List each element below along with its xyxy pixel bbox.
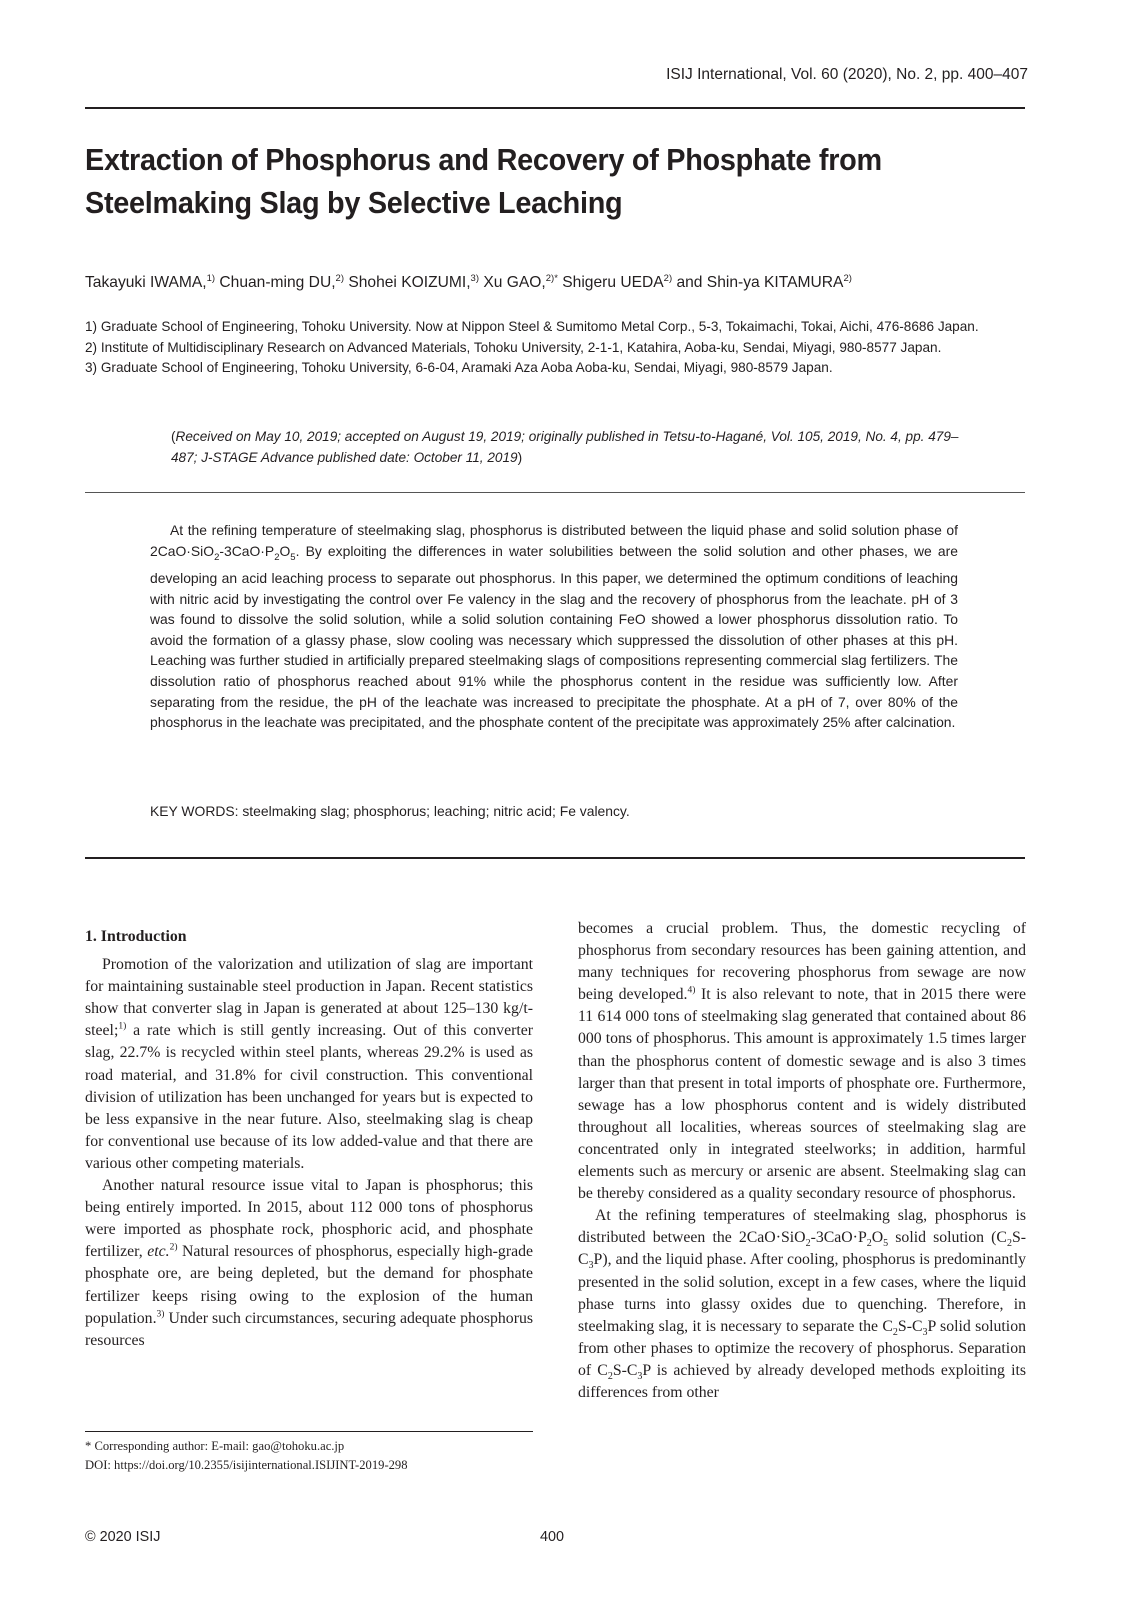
reference-mark: 3)	[156, 1309, 165, 1320]
title-line-1: Extraction of Phosphorus and Recovery of Phosphate from	[85, 142, 882, 177]
body-paragraph: becomes a crucial problem. Thus, the domestic recycling of phosphorus from secondary resources has been gaining attention, and many techniques for recovering phosphorus from sewage are now being developed.$^{4)}$ It is also relevant to note, that in 2015 there were 11 614 000 tons of steelmaking slag generated that contained about 86 000 tons of phosphorus. This amount is approximately 1.5 times larger than the phosphorus content of domestic sewage and is also 3 times larger than that present in total imports of phosphate ore. Furthermore, sewage has a low phosphorus content and is widely distributed throughout all localities, whereas sources of steelmaking slag are concentrated only in integrated steelworks; in addition, harmful elements such as mercury or arsenic are absent. Steelmaking slag can be thereby considered as a quality secondary resource of phosphorus.	[578, 920, 1026, 1203]
author-name: Xu GAO,	[483, 274, 546, 292]
body-paragraph: Another natural resource issue vital to Japan is phosphorus; this being entirely imported. In 2015, about 112 000 tons of phosphorus were imported as phosphate rock, phosphoric acid, and phosphate fertilizer, etc.$^{2)}$ Natural resources of phosphorus, especially high-grade phosphate ore, are being depleted, but the demand for phosphate fertilizer keeps rising owing to the explosion of the human population.$^{3)}$ Under such circumstances, securing adequate phosphorus resources	[85, 1177, 533, 1349]
footnotes	[85, 1437, 545, 1474]
reference-mark: 2)	[169, 1243, 178, 1254]
author-name: Takayuki IWAMA,	[85, 274, 207, 292]
author-name: Shohei KOIZUMI,	[348, 274, 471, 292]
author-affiliation-mark: 2)*	[545, 273, 558, 284]
author-affiliation-mark: 2)	[843, 273, 852, 284]
journal-citation: ISIJ International, Vol. 60 (2020), No. 2, pp. 400–407	[666, 66, 1028, 83]
author-affiliation-mark: 2)	[663, 273, 673, 284]
keywords: KEY WORDS: steelmaking slag; phosphorus; leaching; nitric acid; Fe valency.	[150, 803, 630, 819]
affiliation-list	[85, 317, 1028, 379]
body-paragraph: Promotion of the valorization and utilization of slag are important for maintaining sustainable steel production in Japan. Recent statistics show that converter slag in Japan is generated at about 125–130 kg/t-steel;$^{1)}$ a rate which is still gently increasing. Out of this converter slag, 22.7% is recycled within steel plants, whereas 29.2% is used as road material, and 31.8% for civil construction. This conventional division of utilization has been unchanged for years but is expected to be less expansive in the near future. Also, steelmaking slag is cheap for conventional use because of its low added-value and that there are various other competing materials.	[85, 956, 533, 1172]
author-name: and Shin-ya KITAMURA	[676, 274, 844, 292]
copyright: © 2020 ISIJ	[85, 1529, 161, 1545]
page-number: 400	[540, 1529, 565, 1545]
author-affiliation-mark: 2)	[335, 273, 344, 284]
received-dates: (Received on May 10, 2019; accepted on August 19, 2019; originally published in Tetsu-to-Hagané, Vol. 105, 2019, No. 4, pp. 479–487; J-STAGE Advance published date: October 11, 2019)	[171, 429, 959, 465]
section-heading: 1. Introduction	[85, 928, 187, 945]
footnote-rule	[85, 1431, 533, 1432]
reference-mark: 4)	[687, 986, 696, 997]
author-list	[85, 273, 1030, 292]
author-affiliation-mark: 3)	[470, 273, 479, 284]
body-column-left	[85, 918, 533, 1352]
top-rule	[85, 107, 1025, 109]
corresponding-author: * Corresponding author: E-mail: gao@tohoku.ac.jp	[85, 1439, 345, 1453]
affiliation-2: 2) Institute of Multidisciplinary Research on Advanced Materials, Tohoku University, 2-1-1, Katahira, Aoba-ku, Sendai, Miyagi, 980-8577 Japan.	[85, 339, 942, 355]
body-column-right	[578, 918, 1026, 1404]
received-text: Received on May 10, 2019; accepted on August 19, 2019; originally published in Tetsu-to-Hagané, Vol. 105, 2019, No. 4, pp. 479–487; J-STAGE Advance published date: October 11, 2019	[171, 429, 959, 465]
affiliation-1: 1) Graduate School of Engineering, Tohoku University. Now at Nippon Steel & Sumitomo Metal Corp., 5-3, Tokaimachi, Tokai, Aichi, 476-8686 Japan.	[85, 319, 979, 334]
section-rule	[85, 857, 1025, 859]
author-name: Shigeru UEDA	[562, 274, 664, 292]
abstract: At the refining temperature of steelmaking slag, phosphorus is distributed between the liquid phase and solid solution phase of $2CaO\cdot SiO_2-3CaO\cdot P_2O_5$. By exploiting the differences in water solubilities between the solid solution and other phases, we are developing an acid leaching process to separate out phosphorus. In this paper, we determined the optimum conditions of leaching with nitric acid by investigating the control over Fe valency in the slag and the recovery of phosphorus from the leachate. pH of 3 was found to dissolve the solid solution, while a solid solution containing FeO showed a lower phosphorus dissolution ratio. To avoid the formation of a glassy phase, slow cooling was necessary which suppressed the dissolution of other phases at this pH. Leaching was further studied in artificially prepared steelmaking slags of compositions representing commercial slag fertilizers. The dissolution ratio of phosphorus reached about 91% while the phosphorus content in the residue was sufficiently low. After separating from the residue, the pH of the leachate was increased to precipitate the phosphate. At a pH of 7, over 80% of the phosphorus in the leachate was precipitated, and the phosphate content of the precipitate was approximately 25% after calcination.	[150, 522, 958, 731]
author-affiliation-mark: 1)	[206, 273, 216, 284]
doi-link[interactable]: DOI: https://doi.org/10.2355/isijinternational.ISIJINT-2019-298	[85, 1457, 408, 1472]
abstract-rule	[85, 492, 1025, 493]
title-line-2: Steelmaking Slag by Selective Leaching	[85, 185, 623, 220]
affiliation-3: 3) Graduate School of Engineering, Tohoku University, 6-6-04, Aramaki Aza Aoba Aoba-ku, Sendai, Miyagi, 980-8579 Japan.	[85, 360, 833, 375]
paper-title	[85, 138, 959, 224]
body-paragraph: At the refining temperatures of steelmaking slag, phosphorus is distributed between the $2CaO\cdot SiO_2-3CaO\cdot P_2O_5$ solid solution $(C_2S-C_3P)$, and the liquid phase. After cooling, phosphorus is predominantly presented in the solid solution, except in a few cases, where the liquid phase turns into glassy oxides due to quenching. Therefore, in steelmaking slag, it is necessary to separate the $C_2S-C_3P$ solid solution from other phases to optimize the recovery of phosphorus. Separation of $C_2S-C_3P$ is achieved by already developed methods exploiting its differences from other	[578, 1207, 1026, 1401]
reference-mark: 1)	[118, 1022, 127, 1033]
author-name: Chuan-ming DU,	[219, 274, 336, 292]
